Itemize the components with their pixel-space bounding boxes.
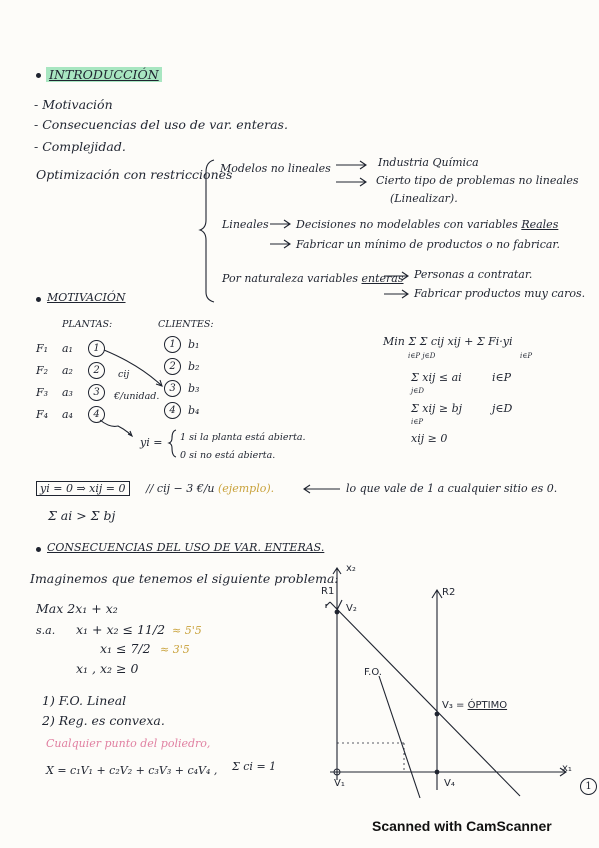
lp-r2-dec: ≈ 3'5: [160, 643, 190, 656]
plant-node-1: 1: [88, 340, 105, 357]
client-node-1: 1: [164, 336, 181, 353]
axis-x2-label: x₂: [346, 563, 356, 574]
por-naturaleza-text: Por naturaleza variables: [222, 272, 358, 285]
client-node-3: 3: [164, 380, 181, 397]
r1-label: R1: [321, 586, 335, 597]
industria-quimica: Industria Química: [378, 156, 479, 169]
lp-r1-dec: ≈ 5'5: [172, 624, 202, 637]
plant-f4: F₄: [36, 408, 49, 421]
plantas-header: PLANTAS:: [62, 319, 113, 330]
v4-label: V₄: [444, 778, 455, 789]
yi-def: yi =: [140, 436, 163, 449]
plant-node-3: 3: [88, 384, 105, 401]
linealizar: (Linealizar).: [390, 192, 458, 205]
plant-f1: F₁: [36, 342, 49, 355]
plant-a2: a₂: [62, 364, 73, 377]
yi-one: 1 si la planta está abierta.: [180, 432, 306, 443]
intro-title-text: INTRODUCCIÓN: [46, 67, 162, 82]
v2-label: V₂: [346, 603, 357, 614]
cierto-tipo: Cierto tipo de problemas no lineales: [376, 174, 579, 187]
fabricar-productos-caros: Fabricar productos muy caros.: [414, 287, 586, 300]
consec-title: CONSECUENCIAS DEL USO DE VAR. ENTERAS.: [47, 541, 325, 554]
plant-node-2: 2: [88, 362, 105, 379]
convex-combo: X = c₁V₁ + c₂V₂ + c₃V₃ + c₄V₄ ,: [46, 764, 218, 777]
cost-note-text: // cij − 3 €/u: [146, 482, 215, 495]
constraint-1-idx: j∈D: [411, 387, 424, 395]
lineales: Lineales: [222, 218, 269, 231]
intro-item-complejidad: - Complejidad.: [34, 139, 126, 154]
decisiones-text: Decisiones no modelables con variables: [296, 218, 518, 231]
constraint-2-dom: j∈D: [492, 402, 513, 415]
sum-inequality: Σ ai > Σ bj: [48, 508, 116, 523]
v3-text: V₃ =: [442, 700, 465, 711]
objective-sub2: i∈P: [520, 352, 533, 360]
yi-zero: 0 si no está abierta.: [180, 450, 276, 461]
lp-objective: Max 2x₁ + x₂: [36, 601, 118, 616]
intro-item-motivacion: - Motivación: [34, 97, 113, 112]
plant-a3: a₃: [62, 386, 73, 399]
boxed-implication-text: yi = 0 ⇒ xij = 0: [36, 481, 130, 496]
lp-st: s.a.: [36, 624, 56, 637]
intro-item-consecuencias: - Consecuencias del uso de var. enteras.: [34, 117, 288, 132]
personas-contratar: Personas a contratar.: [414, 268, 533, 281]
lp-r1: x₁ + x₂ ≤ 11/2: [76, 622, 166, 637]
camscanner-footer: Scanned with CamScanner: [372, 818, 552, 834]
constraint-2: Σ xij ≥ bj: [411, 402, 463, 415]
cost-arrow-text: lo que vale de 1 a cualquier sitio es 0.: [346, 482, 558, 495]
client-node-4: 4: [164, 402, 181, 419]
plant-a1: a₁: [62, 342, 73, 355]
lp-r3: x₁ , x₂ ≥ 0: [76, 661, 139, 676]
client-b1: b₁: [188, 338, 200, 351]
client-b2: b₂: [188, 360, 200, 373]
plant-a4: a₄: [62, 408, 73, 421]
client-b4: b₄: [188, 404, 200, 417]
constraint-1-dom: i∈P: [492, 371, 512, 384]
cost-unit-label: €/unidad.: [114, 391, 160, 402]
optimo-text: ÓPTIMO: [467, 700, 508, 711]
plant-f3: F₃: [36, 386, 49, 399]
prop-convex: 2) Reg. es convexa.: [42, 713, 165, 728]
fabricar-minimo: Fabricar un mínimo de productos o no fabricar.: [296, 238, 560, 251]
reales-text: Reales: [521, 218, 559, 231]
constraint-2-idx: i∈P: [411, 418, 424, 426]
client-node-2: 2: [164, 358, 181, 375]
lp-r2: x₁ ≤ 7/2: [100, 641, 151, 656]
prop-linear: 1) F.O. Lineal: [42, 693, 127, 708]
objective: Min Σ Σ cij xij + Σ Fi·yi: [383, 335, 513, 348]
client-b3: b₃: [188, 382, 200, 395]
plant-f2: F₂: [36, 364, 49, 377]
constraint-3: xij ≥ 0: [411, 432, 448, 445]
pink-note: Cualquier punto del poliedro,: [46, 737, 211, 750]
sum-ci: Σ ci = 1: [232, 760, 277, 773]
v1-label: V₁: [334, 778, 345, 789]
clientes-header: CLIENTES:: [158, 319, 214, 330]
consec-intro: Imaginemos que tenemos el siguiente problema:: [30, 571, 339, 586]
fo-label: F.O.: [364, 667, 382, 678]
motivacion-title: MOTIVACIÓN: [47, 291, 126, 304]
plant-node-4: 4: [88, 406, 105, 423]
cij-label: cij: [118, 369, 130, 380]
cost-note-extra: (ejemplo).: [218, 482, 275, 495]
page-number: 1: [580, 778, 597, 795]
objective-sub1: i∈P j∈D: [408, 352, 436, 360]
axis-x1-label: x₁: [562, 763, 572, 774]
modelos-no-lineales: Modelos no lineales: [220, 162, 331, 175]
constraint-1: Σ xij ≤ ai: [411, 371, 462, 384]
optim-label: Optimización con restricciones: [36, 167, 233, 182]
r2-label: R2: [442, 587, 456, 598]
enteras-text: enteras: [361, 272, 404, 285]
